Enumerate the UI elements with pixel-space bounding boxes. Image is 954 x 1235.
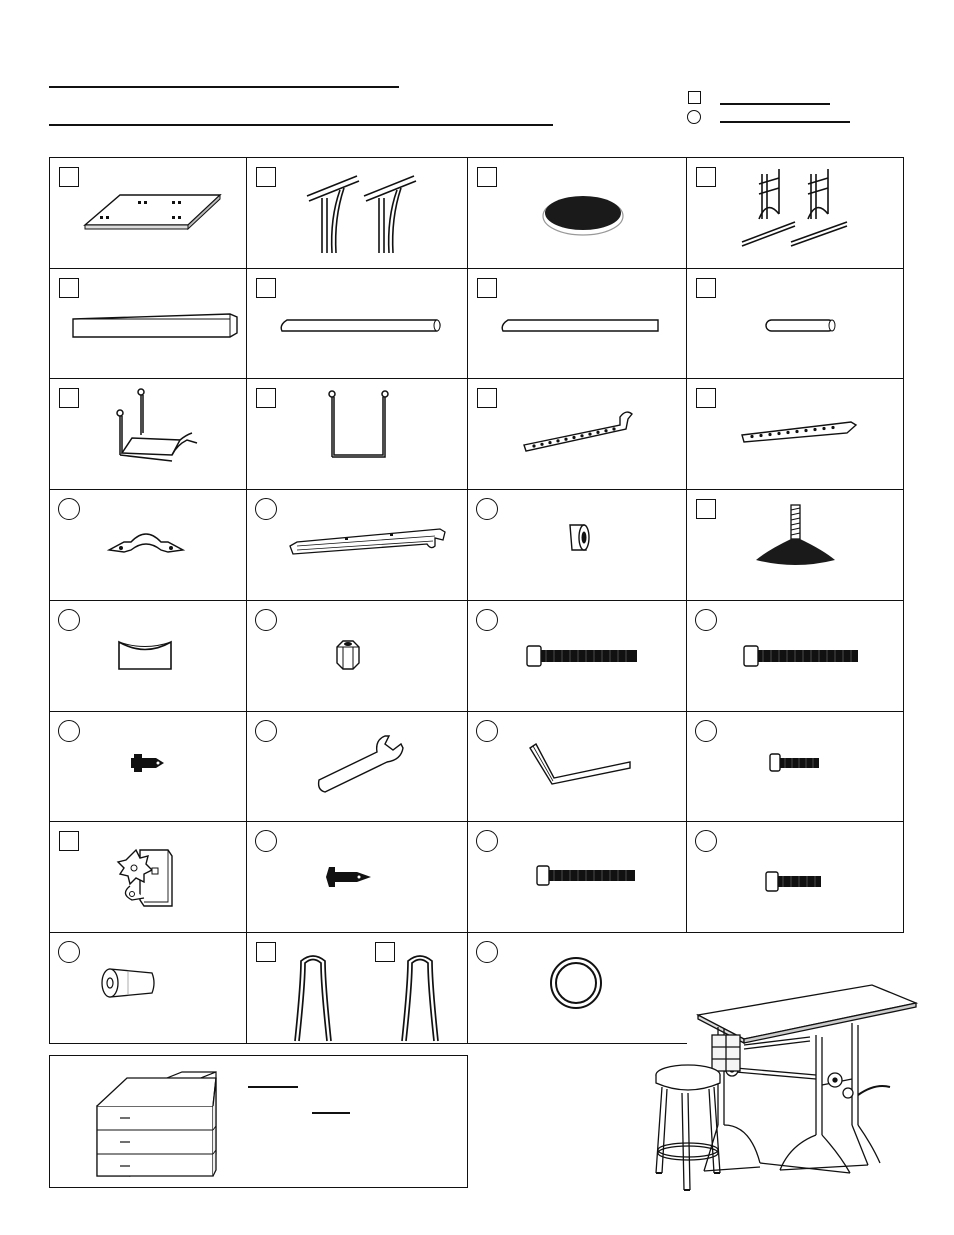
- part-cell-medium-short-bolt: [686, 821, 904, 933]
- curved-washer-icon: [116, 639, 174, 673]
- badge-circle-icon: [476, 609, 498, 631]
- badge-circle-icon: [695, 830, 717, 852]
- legend-circle-icon: [687, 110, 701, 124]
- badge-square-icon: [477, 167, 497, 187]
- hex-nut-icon: [333, 637, 363, 673]
- pipe-clamp-icon: [106, 528, 186, 558]
- badge-circle-icon: [476, 830, 498, 852]
- badge-square-icon: [256, 167, 276, 187]
- allen-key-icon: [526, 740, 636, 785]
- badge-square-icon: [256, 942, 276, 962]
- top-frame-pair-icon: [302, 168, 427, 263]
- part-cell-leg-frame-pair: [686, 157, 904, 269]
- badge-square-icon: [477, 278, 497, 298]
- badge-circle-icon: [58, 609, 80, 631]
- badge-square-icon-2: [375, 942, 395, 962]
- badge-circle-icon: [255, 609, 277, 631]
- badge-square-icon: [59, 278, 79, 298]
- ring-washer-icon: [548, 955, 604, 1011]
- badge-circle-icon: [58, 941, 80, 963]
- badge-square-icon: [256, 278, 276, 298]
- part-cell-square-tube: [49, 268, 247, 379]
- medium-bolt-icon: [534, 864, 639, 888]
- star-knob-bracket-icon: [110, 842, 180, 916]
- stool-leg-right-icon: [396, 953, 444, 1043]
- badge-square-icon: [59, 167, 79, 187]
- part-cell-long-rod: [246, 268, 468, 379]
- wrench-icon: [315, 732, 410, 794]
- perforated-strap-hook-icon: [520, 405, 645, 455]
- long-bar-icon: [498, 317, 663, 337]
- shelf-bracket-icon: [112, 385, 202, 465]
- badge-circle-icon: [695, 609, 717, 631]
- legend-circle-line: [720, 121, 850, 123]
- part-cell-pipe-clamp: [49, 489, 247, 601]
- round-pad-icon: [538, 188, 628, 238]
- part-cell-shelf-bracket: [49, 378, 247, 490]
- part-cell-wrench: [246, 711, 468, 822]
- part-cell-spacer-bushing: [467, 489, 687, 601]
- badge-circle-icon: [58, 720, 80, 742]
- part-cell-long-bar: [467, 268, 687, 379]
- screw-icon: [323, 864, 375, 890]
- long-rod-icon: [277, 317, 447, 337]
- part-cell-u-bracket: [246, 378, 468, 490]
- pencil-ledge-icon: [285, 524, 450, 564]
- header-title-line-2: [49, 124, 553, 126]
- badge-circle-icon: [695, 720, 717, 742]
- badge-square-icon: [696, 499, 716, 519]
- table-top-icon: [80, 188, 225, 233]
- legend-square-icon: [688, 91, 701, 104]
- part-cell-table-top: [49, 157, 247, 269]
- plastic-rivet-icon: [128, 750, 168, 776]
- assembled-desk-stool-illustration: [640, 975, 930, 1200]
- part-cell-perforated-strap-hook: [467, 378, 687, 490]
- barrel-nut-icon: [98, 965, 160, 1001]
- badge-square-icon: [256, 388, 276, 408]
- badge-square-icon: [696, 167, 716, 187]
- badge-square-icon: [696, 278, 716, 298]
- storage-drawer-box-icon: [94, 1068, 219, 1180]
- square-tube-icon: [70, 311, 240, 341]
- perforated-strap-icon: [739, 417, 859, 447]
- legend-square-line: [720, 103, 830, 105]
- part-cell-plastic-rivet: [49, 711, 247, 822]
- part-cell-short-pin: [686, 268, 904, 379]
- leveling-foot-icon: [753, 502, 838, 570]
- short-bolt-icon: [767, 752, 823, 774]
- badge-square-icon: [696, 388, 716, 408]
- part-cell-leveling-foot: [686, 489, 904, 601]
- part-cell-hex-nut: [246, 600, 468, 712]
- part-cell-medium-bolt: [467, 821, 687, 933]
- u-bracket-icon: [325, 387, 395, 467]
- part-cell-stool-leg-pair: [246, 932, 468, 1044]
- part-cell-star-knob-bracket: [49, 821, 247, 933]
- part-cell-curved-washer: [49, 600, 247, 712]
- stool-leg-left-icon: [289, 953, 337, 1043]
- part-cell-round-pad: [467, 157, 687, 269]
- part-cell-long-bolt-b: [686, 600, 904, 712]
- long-bolt-b-icon: [741, 643, 866, 669]
- badge-circle-icon: [58, 498, 80, 520]
- part-cell-short-bolt: [686, 711, 904, 822]
- short-pin-icon: [762, 317, 842, 337]
- part-cell-barrel-nut: [49, 932, 247, 1044]
- header-title-line-1: [49, 86, 399, 88]
- badge-circle-icon: [255, 720, 277, 742]
- badge-circle-icon: [476, 498, 498, 520]
- leg-frame-pair-icon: [737, 164, 862, 249]
- storage-box-panel: [49, 1055, 468, 1188]
- storage-box-label-line-1: [248, 1086, 298, 1088]
- badge-square-icon: [59, 831, 79, 851]
- badge-circle-icon: [255, 498, 277, 520]
- part-cell-top-frame-pair: [246, 157, 468, 269]
- medium-short-bolt-icon: [763, 870, 825, 894]
- part-cell-long-bolt-a: [467, 600, 687, 712]
- part-cell-screw: [246, 821, 468, 933]
- storage-box-label-line-2: [312, 1112, 350, 1114]
- part-cell-pencil-ledge: [246, 489, 468, 601]
- part-cell-perforated-strap: [686, 378, 904, 490]
- badge-square-icon: [59, 388, 79, 408]
- badge-circle-icon: [255, 830, 277, 852]
- badge-circle-icon: [476, 941, 498, 963]
- long-bolt-a-icon: [524, 643, 644, 669]
- part-cell-allen-key: [467, 711, 687, 822]
- spacer-bushing-icon: [564, 520, 594, 556]
- badge-square-icon: [477, 388, 497, 408]
- badge-circle-icon: [476, 720, 498, 742]
